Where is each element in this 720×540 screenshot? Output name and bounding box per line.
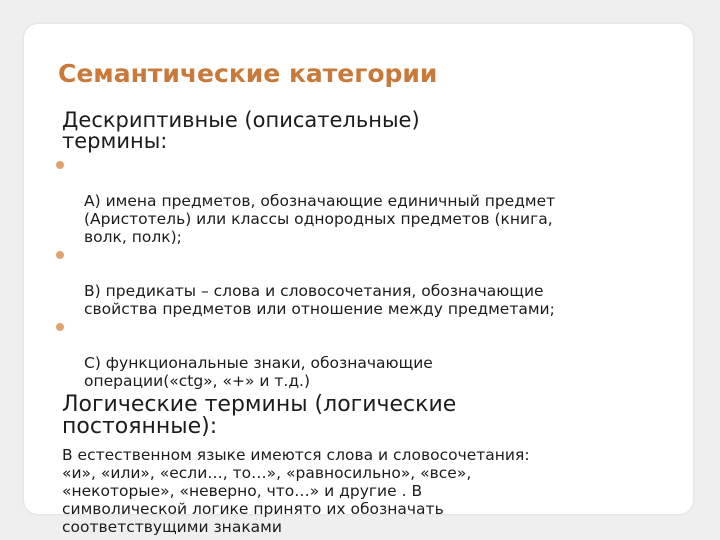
bullet-dot-icon [56,251,64,259]
bullet-text: А) имена предметов, обозначающие единичный предмет (Аристотель) или классы однородных предметов (книга, волк, полк); [84,192,556,246]
bullet-dot-icon [56,323,64,331]
section-heading-descriptive: Дескриптивные (описательные) термины: [62,108,420,153]
bullet-item [62,318,672,390]
bullet-dot-icon [56,161,64,169]
bullet-item [62,246,672,318]
slide-content [62,110,672,536]
section-heading-logical: Логические термины (логические постоянные): [62,392,457,439]
bullet-text: С) функциональные знаки, обозначающие операции(«ctg», «+» и т.д.) [84,354,433,390]
logical-terms-paragraph: В естественном языке имеются слова и словосочетания: «и», «или», «если…, то…», «равносильно», «все», «некоторые», «неверно, что…» и другие . В символической логике принято их обозначать соответствущими знаками [62,446,530,536]
slide-title: Семантические категории [58,59,438,88]
bullet-text: В) предикаты – слова и словосочетания, обозначающие свойства предметов или отношение между предметами; [84,282,555,318]
bullet-item [62,156,672,246]
descriptive-bullet-list [62,156,672,390]
